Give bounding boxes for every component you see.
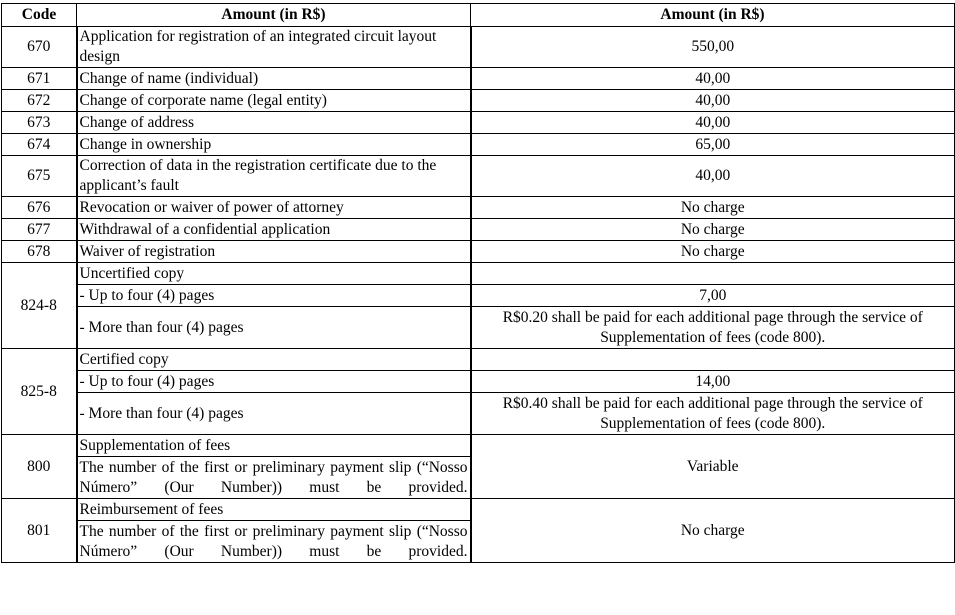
row-description: Correction of data in the registration certificate due to the applicant’s fault <box>77 156 471 197</box>
table-row <box>2 134 955 156</box>
table-row <box>2 307 955 349</box>
row-code: 673 <box>2 112 77 134</box>
table-row <box>2 112 955 134</box>
row-subitem: - Up to four (4) pages <box>77 371 471 393</box>
row-amount-empty <box>471 263 955 285</box>
row-group-title: Supplementation of fees <box>77 435 471 457</box>
row-code: 677 <box>2 219 77 241</box>
row-code: 671 <box>2 68 77 90</box>
header-code: Code <box>2 4 77 27</box>
row-amount: 14,00 <box>471 371 955 393</box>
table-row <box>2 499 955 521</box>
row-amount: 40,00 <box>471 112 955 134</box>
fee-table <box>1 3 955 563</box>
row-subitem: - More than four (4) pages <box>77 393 471 435</box>
header-description: Amount (in R$) <box>77 4 471 27</box>
table-row <box>2 27 955 68</box>
row-code: 672 <box>2 90 77 112</box>
row-code: 678 <box>2 241 77 263</box>
row-description: Change in ownership <box>77 134 471 156</box>
row-amount: 550,00 <box>471 27 955 68</box>
row-amount: R$0.20 shall be paid for each additional page through the service of Supplementation of fees (code 800). <box>471 307 955 349</box>
row-description: Waiver of registration <box>77 241 471 263</box>
row-code: 676 <box>2 197 77 219</box>
header-row <box>2 4 955 27</box>
row-amount: No charge <box>471 219 955 241</box>
row-subitem: - More than four (4) pages <box>77 307 471 349</box>
row-amount: 7,00 <box>471 285 955 307</box>
table-row <box>2 219 955 241</box>
row-group-title: Certified copy <box>77 349 471 371</box>
row-amount: 40,00 <box>471 156 955 197</box>
row-code: 824-8 <box>2 263 77 349</box>
row-note: The number of the first or preliminary payment slip (“Nosso Número” (Our Number)) must be provided. <box>77 521 471 563</box>
row-description: Change of address <box>77 112 471 134</box>
row-amount: 65,00 <box>471 134 955 156</box>
row-code: 675 <box>2 156 77 197</box>
row-amount-empty <box>471 349 955 371</box>
row-amount: 40,00 <box>471 90 955 112</box>
row-amount: R$0.40 shall be paid for each additional page through the service of Supplementation of fees (code 800). <box>471 393 955 435</box>
row-description: Application for registration of an integrated circuit layout design <box>77 27 471 68</box>
table-row <box>2 197 955 219</box>
table-row <box>2 349 955 371</box>
table-row <box>2 68 955 90</box>
row-note: The number of the first or preliminary payment slip (“Nosso Número” (Our Number)) must be provided. <box>77 457 471 499</box>
header-amount: Amount (in R$) <box>471 4 955 27</box>
table-row <box>2 285 955 307</box>
row-group-title: Uncertified copy <box>77 263 471 285</box>
table-row <box>2 90 955 112</box>
row-code: 800 <box>2 435 77 499</box>
row-amount: Variable <box>471 435 955 499</box>
table-row <box>2 263 955 285</box>
row-description: Revocation or waiver of power of attorney <box>77 197 471 219</box>
row-code: 825-8 <box>2 349 77 435</box>
table-row <box>2 241 955 263</box>
row-amount: No charge <box>471 241 955 263</box>
row-group-title: Reimbursement of fees <box>77 499 471 521</box>
row-code: 670 <box>2 27 77 68</box>
row-code: 801 <box>2 499 77 563</box>
table-row <box>2 371 955 393</box>
row-amount: 40,00 <box>471 68 955 90</box>
row-description: Change of corporate name (legal entity) <box>77 90 471 112</box>
row-amount: No charge <box>471 197 955 219</box>
row-description: Withdrawal of a confidential application <box>77 219 471 241</box>
table-row <box>2 435 955 457</box>
row-description: Change of name (individual) <box>77 68 471 90</box>
row-amount: No charge <box>471 499 955 563</box>
row-subitem: - Up to four (4) pages <box>77 285 471 307</box>
row-code: 674 <box>2 134 77 156</box>
table-row <box>2 393 955 435</box>
table-row <box>2 156 955 197</box>
